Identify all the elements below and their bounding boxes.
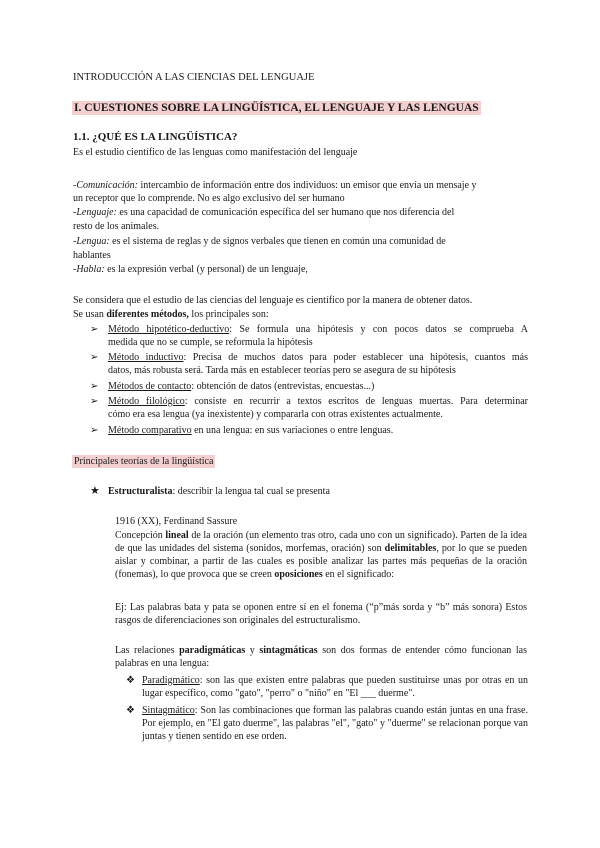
scientific-statement: Se considera que el estudio de las ciencias del lenguaje es científico por la manera de obtener datos.: [73, 295, 473, 306]
linear-conception-paragraph: Concepción lineal de la oración (un elemento tras otro, cada uno con un significado). Parten de la idea de que las unidades del sistema (sonidos, morfemas, oración) son delimitables, por lo que se pueden aislar y combinar, a partir de las cuales es posible analizar las partes más pequeñas de la oración (fonemas), lo que provoca que se creen oposiciones en el significado:: [115, 530, 527, 580]
structuralism-item: Estructuralista: describir la lengua tal cual se presenta: [108, 486, 330, 497]
term-lenguaje-cont: resto de los animales.: [73, 221, 160, 232]
method-filologico: Método filológico: consiste en recurrir a textos escritos de lenguas muertas. Para determinar: [108, 396, 528, 407]
relation-sintagmatico: Sintagmático: Son las combinaciones que forman las palabras cuando están juntas en una frase. Por ejemplo, en "El gato duerme", las palabras "el", "gato" y "duerme" se relacionan porque van juntas y tienen sentido en ese orden.: [142, 705, 528, 742]
term-comunicacion: -Comunicación: intercambio de información entre dos individuos: un emisor que envía un mensaje y: [73, 180, 477, 191]
term-lengua-cont: hablantes: [73, 250, 111, 261]
relation-paradigmatico: Paradigmático: son las que existen entre palabras que pueden sustituirse unas por otras en un lugar específico, como "gato", "perro" o "niño" en "El ___ duerme".: [142, 675, 528, 699]
theories-heading: Principales teorías de la lingüística: [74, 456, 214, 467]
method-filologico-cont: cómo era esa lengua (ya inexistente) y compararla con otras existentes actualmente.: [108, 409, 443, 420]
arrow-bullet-icon: ➢: [90, 425, 99, 436]
term-lengua: -Lengua: es el sistema de reglas y de signos verbales que tienen en común una comunidad de: [73, 236, 446, 247]
method-hipotetico-deductivo: Método hipotético-deductivo: Se formula una hipótesis y con pocos datos se comprueba A: [108, 324, 528, 335]
relations-paragraph: Las relaciones paradigmáticas y sintagmáticas son dos formas de entender cómo funcionan las palabras en una lengua:: [115, 645, 527, 669]
subsection-1-1-heading: 1.1. ¿QUÉ ES LA LINGÜÍSTICA?: [73, 131, 238, 143]
arrow-bullet-icon: ➢: [90, 381, 99, 392]
term-comunicacion-cont: un receptor que lo comprende. No es algo exclusivo del ser humano: [73, 193, 345, 204]
star-bullet-icon: ★: [90, 485, 100, 497]
diamond-bullet-icon: ❖: [126, 675, 135, 686]
methods-intro: Se usan diferentes métodos, los principales son:: [73, 309, 269, 320]
term-habla: -Habla: es la expresión verbal (y personal) de un lenguaje,: [73, 264, 308, 275]
method-comparativo: Método comparativo en una lengua: en sus variaciones o entre lenguas.: [108, 425, 394, 436]
arrow-bullet-icon: ➢: [90, 324, 99, 335]
document-title: INTRODUCCIÓN A LAS CIENCIAS DEL LENGUAJE: [73, 72, 315, 83]
section-1-heading: I. CUESTIONES SOBRE LA LINGÜÍSTICA, EL LENGUAJE Y LAS LENGUAS: [74, 102, 479, 114]
method-inductivo: Método inductivo: Precisa de muchos datos para poder establecer una hipótesis, cuantos más: [108, 352, 528, 363]
method-hipotetico-deductivo-cont: medida que no se cumple, se reformula la hipótesis: [108, 337, 313, 348]
method-contacto: Métodos de contacto: obtención de datos (entrevistas, encuestas...): [108, 381, 375, 392]
method-inductivo-cont: datos, más robusta será. Tarda más en establecer teorías pero se asegura de su hipótesis: [108, 365, 456, 376]
arrow-bullet-icon: ➢: [90, 396, 99, 407]
arrow-bullet-icon: ➢: [90, 352, 99, 363]
diamond-bullet-icon: ❖: [126, 705, 135, 716]
example-paragraph: Ej: Las palabras bata y pata se oponen entre sí en el fonema (“p”más sorda y “b” más sonora) Estos rasgos de diferenciaciones son originales del estructuralismo.: [115, 602, 527, 626]
linguistics-definition: Es el estudio científico de las lenguas como manifestación del lenguaje: [73, 147, 358, 158]
date-author-line: 1916 (XX), Ferdinand Sassure: [115, 516, 238, 527]
term-lenguaje: -Lenguaje: es una capacidad de comunicación específica del ser humano que nos diferencia del: [73, 207, 455, 218]
